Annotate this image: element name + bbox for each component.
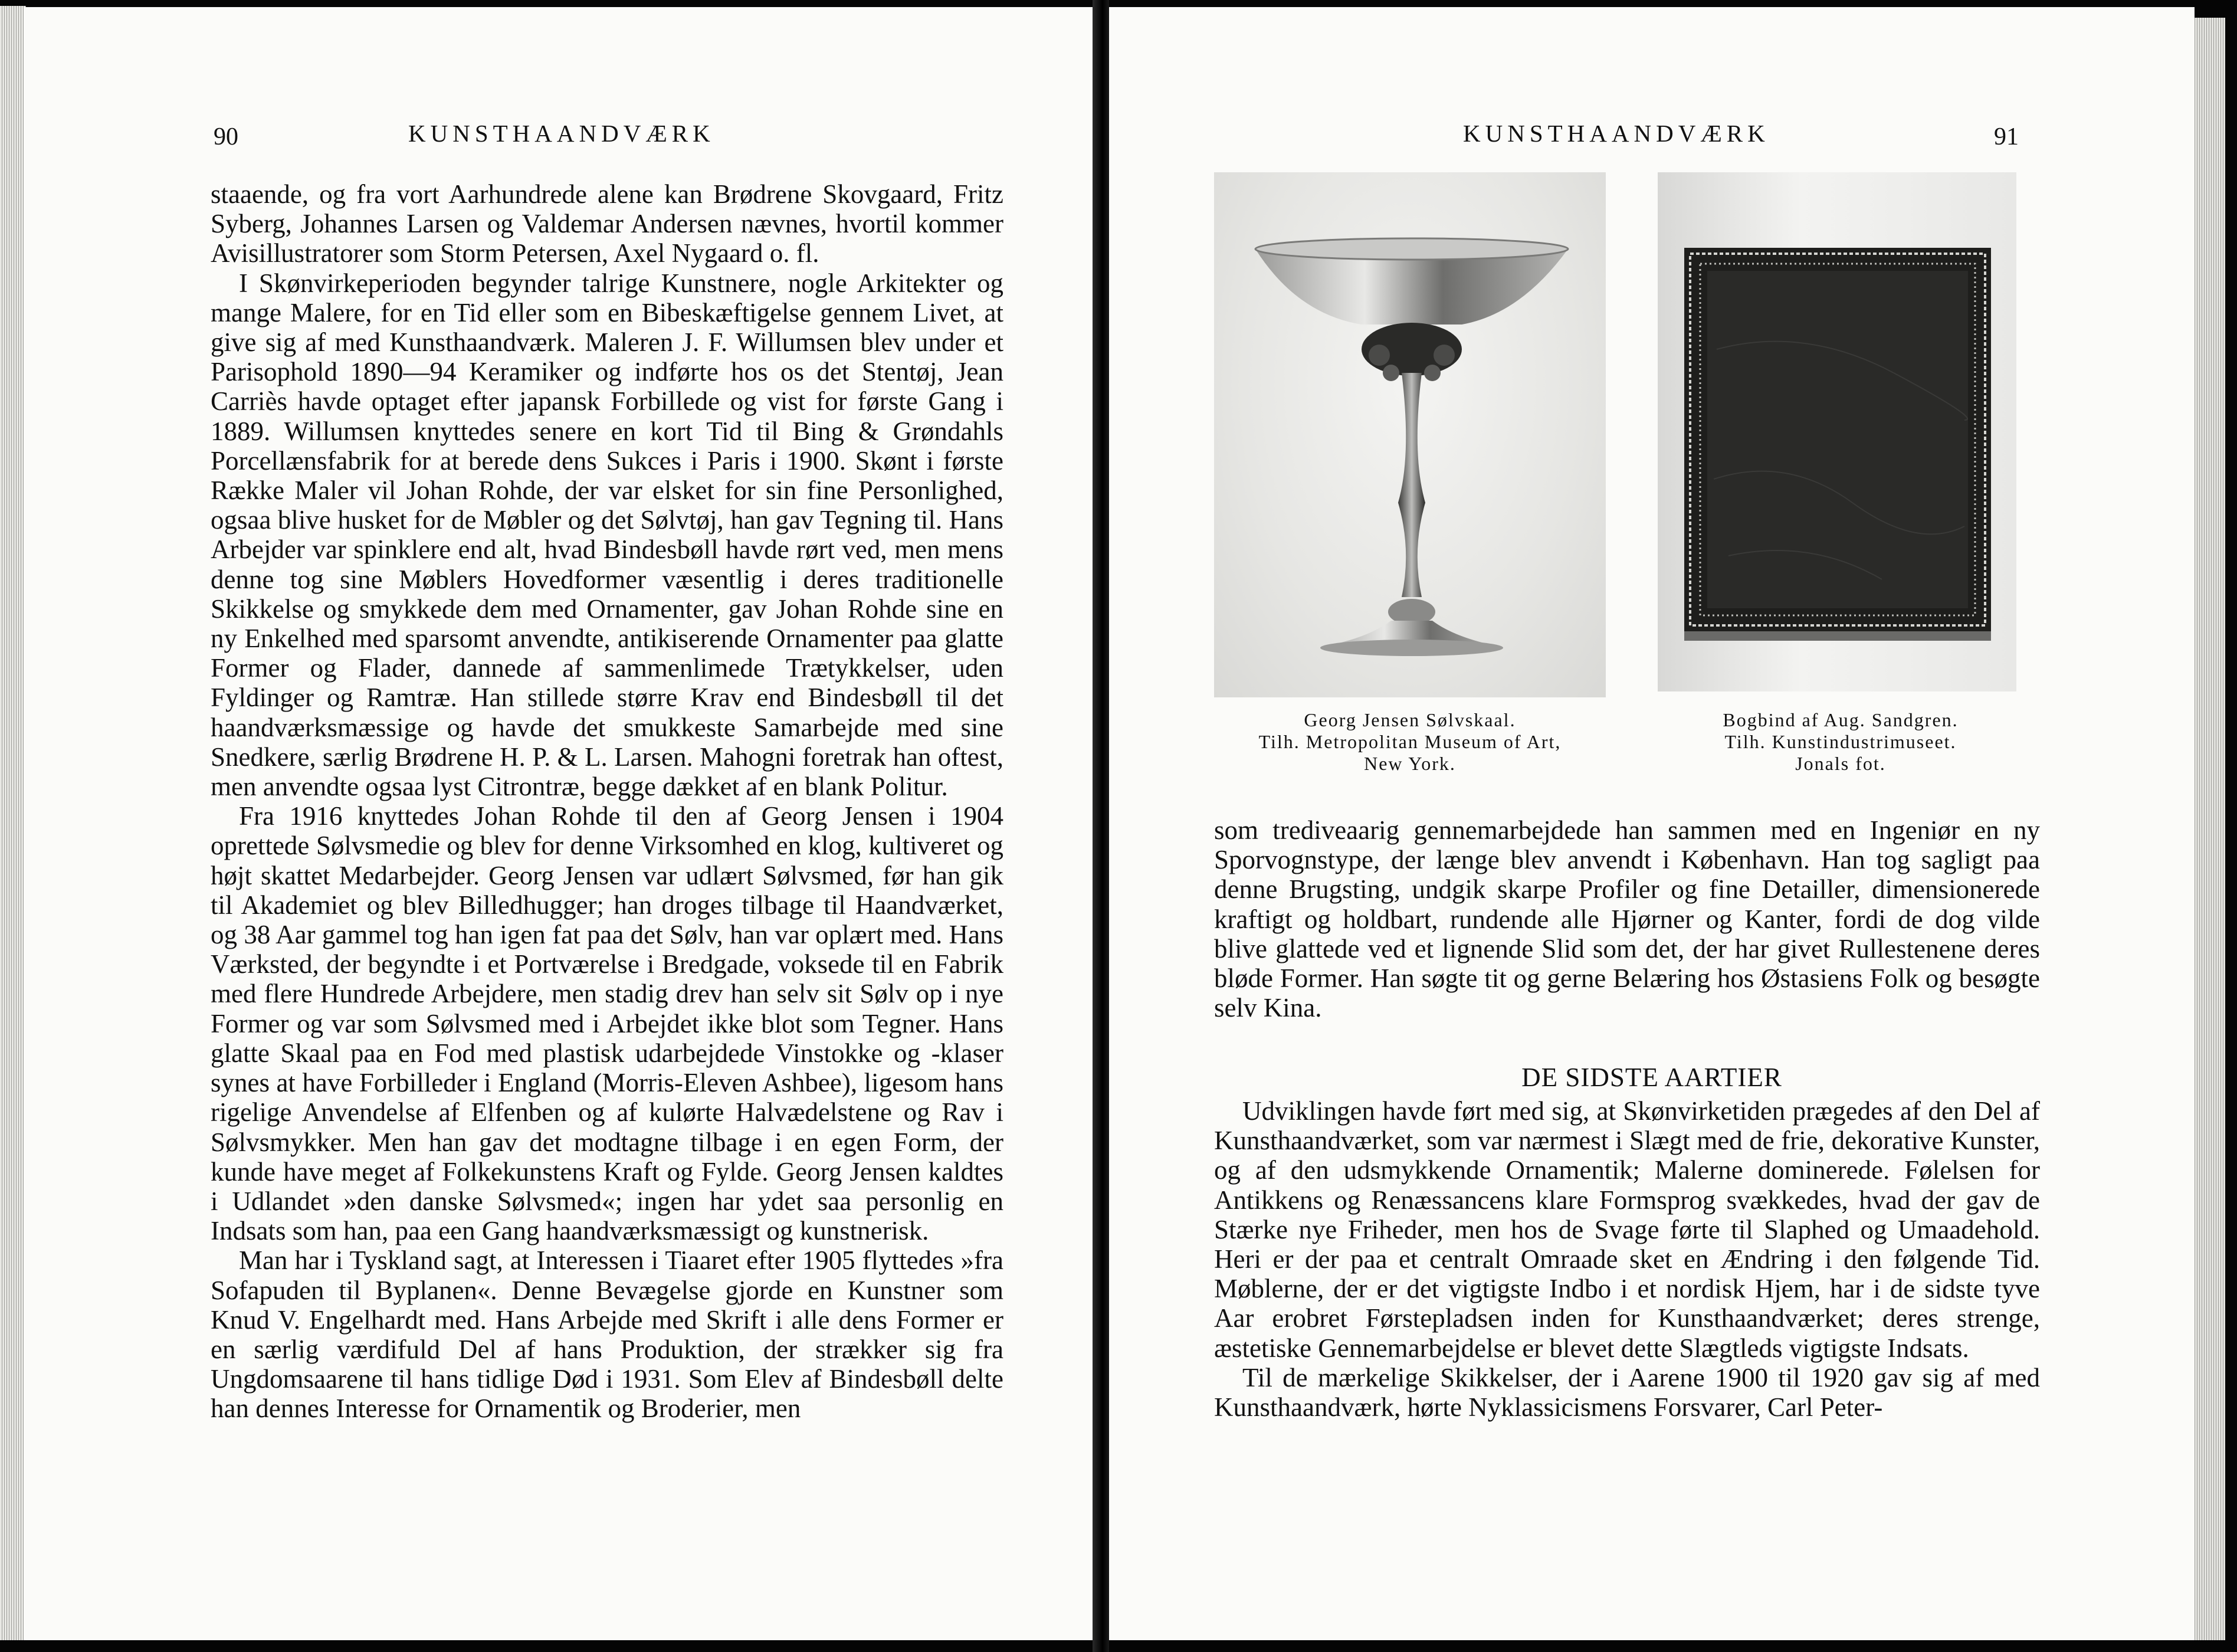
page-number-right: 91 [1994,123,2019,150]
caption-line: Tilh. Metropolitan Museum of Art, [1258,731,1562,752]
paragraph: Man har i Tyskland sagt, at Interessen i Tiaaret efter 1905 flyttedes »fra Sofapuden til Byplanen«. Denne Bevægelse gjorde en Kunstner som Knud V. Engelhardt med. Hans Arbejde med Skrift i alle dens Former er en særlig værdifuld Del af hans Produktion, der strækker sig fra Ungdomsaarene til hans tidlige Død i 1931. Som Elev af Bindesbøll delte han dennes Interesse for Ornamentik og Broderier, men [211,1245,1003,1424]
caption-line: Tilh. Kunstindustrimuseet. [1724,731,1957,752]
paragraph: Fra 1916 knyttedes Johan Rohde til den af Georg Jensen i 1904 oprettede Sølvsmedie og blev for denne Virksomhed en klog, kultiveret og højt skattet Medarbejder. Georg Jensen var udlært Sølvsmed, før han gik til Akademiet og blev Billedhugger; han droges tilbage til Haandværket, og 38 Aar gammel tog han igen fat paa det Sølv, han var oplært med. Hans Værksted, der begyndte i et Portværelse i Bredgade, voksede til en Fabrik med flere Hundrede Arbejdere, men stadig drev han selv sit Sølv op i nye Former og var som Sølvsmed med i Arbejdet ikke blot som Tegner. Hans glatte Skaal paa en Fod med plastisk udarbejdede Vinstokke og -klaser synes at have Forbilleder i England (Morris-Eleven Ashbee), ligesom hans rigelige Anvendelse af Elfenben og af kulørte Halvædelstene og Rav i Sølvsmykker. Men han gav det modtagne tilbage i en egen Form, der kunde have meget af Folkekunstens Kraft og Fylde. Georg Jensen kaldtes i Udlandet »den danske Sølvsmed«; ingen har ydet saa personlig en Indsats som han, paa een Gang haandværksmæssigt og kunstnerisk. [211,801,1003,1246]
caption-line: Georg Jensen Sølvskaal. [1304,709,1516,730]
caption-line: New York. [1364,753,1456,774]
paragraph: som trediveaarig gennemarbejdede han sammen med en Ingeniør en ny Sporvognstype, der længe blev anvendt i København. Han tog sagligt paa denne Brugsting, undgik skarpe Profiler og fine Detailler, dimensionerede kraftigt og holdbart, rundende alle Hjørner og Kanter, fordi de dog vilde blive glattede ved et lignende Slid som det, der har givet Rullestenene deres bløde Former. Han søgte tit og gerne Belæring hos Østasiens Folk og besøgte selv Kina. [1214,815,2040,1023]
left-page-edges [0,6,26,1640]
bowl-caption [1203,709,1616,775]
right-body-text-top [1214,815,2040,1022]
running-head-left: KUNSTHAANDVÆRK [408,120,715,147]
page-number-left: 90 [214,123,238,150]
book-caption [1652,709,2029,775]
paragraph: Udviklingen havde ført med sig, at Skønvirketiden prægedes af den Del af Kunsthaandværket, som var nærmest i Slægt med de frie, dekorative Kunster, og af den udsmykkende Ornamentik; Malerne dominerede. Følelsen for Antikkens og Renæssancens klare Formsprog svækkedes, hvad der gav de Stærke nye Friheder, men hos de Svage førte til Slaphed og Umaadehold. Heri er der paa et centralt Omraade sket en Ændring i den følgende Tid. Møblerne, der er det vigtigste Indbo i et nordisk Hjem, har i de sidste tyve Aar erobret Førstepladsen inden for Kunsthaandværket; deres strenge, æstetiske Gennemarbejdelse er blevet dette Slægtleds vigtigste Indsats. [1214,1096,2040,1363]
section-heading: DE SIDSTE AARTIER [1521,1063,1782,1092]
book-binding-image [1658,172,2016,691]
caption-line: Bogbind af Aug. Sandgren. [1723,709,1959,730]
paragraph: staaende, og fra vort Aarhundrede alene kan Brødrene Skovgaard, Fritz Syberg, Johannes Larsen og Valdemar Andersen nævnes, hvortil kommer Avisillustratorer som Storm Petersen, Axel Nygaard o. fl. [211,179,1003,268]
left-page [24,7,1094,1640]
left-body-text [211,179,1003,1424]
right-page [1109,7,2195,1640]
silver-bowl-image [1214,172,1606,697]
right-page-edges [2195,18,2225,1640]
running-head-right: KUNSTHAANDVÆRK [1463,120,1770,147]
right-body-text-bottom [1214,1096,2040,1422]
paragraph: I Skønvirkeperioden begynder talrige Kunstnere, nogle Arkitekter og mange Malere, for en Tid eller som en Bibeskæftigelse gennem Livet, at give sig af med Kunsthaandværk. Maleren J. F. Willumsen blev under et Parisophold 1890—94 Keramiker og indførte hos os det Stentøj, Jean Carriès havde optaget efter japansk Forbillede og vist for første Gang i 1889. Willumsen knyttedes senere en kort Tid til Bing & Grøndahls Porcellænsfabrik for at berede dens Sukces i Paris i 1900. Skønt i første Række Maler vil Johan Rohde, der var elsket for sin fine Personlighed, ogsaa blive husket for de Møbler og det Sølvtøj, han gav Tegning til. Hans Arbejder var spinklere end alt, hvad Bindesbøll havde rørt ved, men mens denne tog sine Møblers Hovedformer væsentlig i deres traditionelle Skikkelse og smykkede dem med Ornamenter, gav Johan Rohde sine en ny Enkelhed med sparsomt anvendte, antikiserende Ornamenter paa glatte Former og Flader, dannede af sammenlimede Trætykkelser, uden Fyldinger og Ramtræ. Han stillede større Krav end Bindesbøll til det haandværksmæssige og havde det smukkeste Samarbejde med sine Snedkere, særlig Brødrene H. P. & L. Larsen. Mahogni foretrak han oftest, men anvendte ogsaa lyst Citrontræ, begge dækket af en blank Politur. [211,268,1003,802]
book-binding-photo [1658,172,2016,691]
silver-bowl-photo [1214,172,1606,697]
book-gutter [1093,0,1109,1652]
paragraph: Til de mærkelige Skikkelser, der i Aarene 1900 til 1920 gav sig af med Kunsthaandværk, hørte Nyklassicismens Forsvarer, Carl Peter- [1214,1362,2040,1422]
caption-line: Jonals fot. [1795,753,1886,774]
